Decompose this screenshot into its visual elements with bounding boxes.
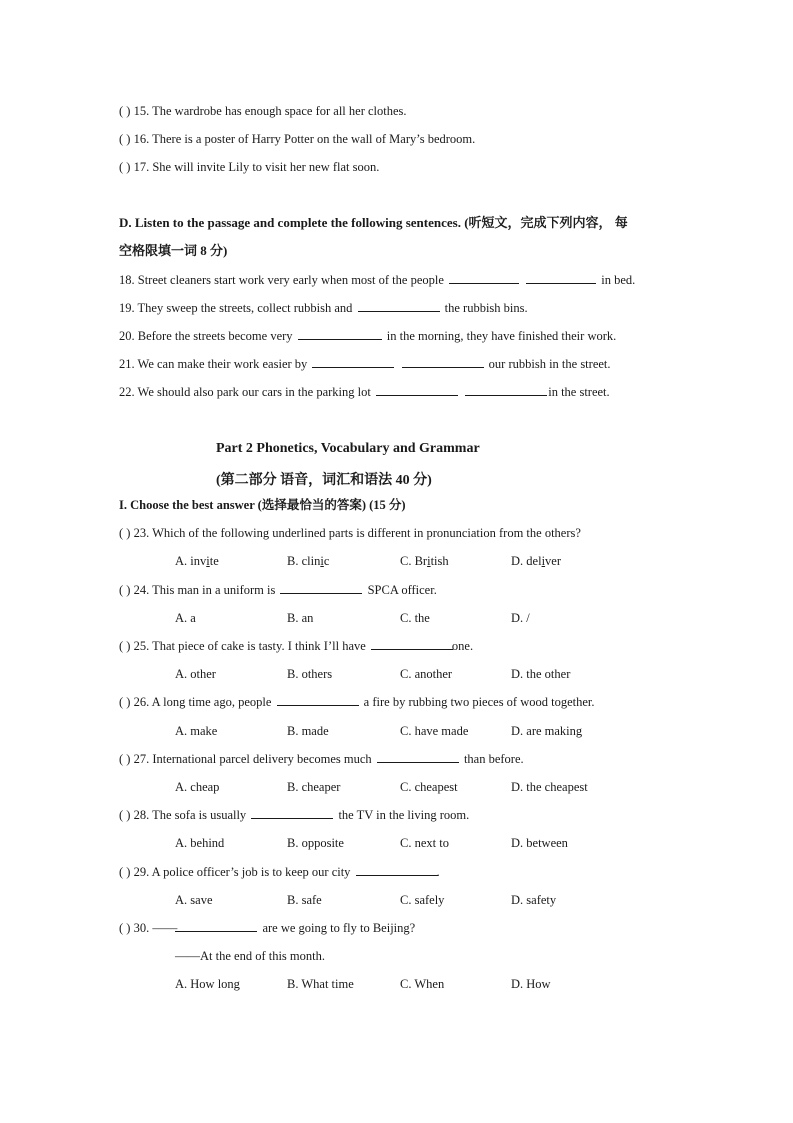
fill-item-19 (119, 300, 528, 316)
fill-item-22 (119, 384, 610, 400)
answer-blank[interactable] (465, 384, 547, 396)
option-a[interactable]: A. cheap (175, 780, 220, 794)
option-d[interactable]: D. the cheapest (511, 780, 588, 794)
section-d-heading: D. Listen to the passage and complete the following sentences. (听短文，完成下列内容， 每 (119, 215, 628, 230)
question-30 (119, 920, 415, 936)
question-24 (119, 582, 437, 598)
option-b[interactable]: B. an (287, 611, 314, 625)
question-stem: 29. A police officer’s job is to keep our city (133, 865, 351, 879)
option-d[interactable]: D. are making (511, 724, 583, 738)
section-d-heading-cont: 空格限填一词 8 分) (119, 243, 228, 258)
judge-item-17 (119, 159, 379, 175)
answer-blank[interactable] (175, 920, 257, 932)
question-23 (119, 525, 581, 541)
question-stem-end: one. (451, 639, 474, 653)
option-d[interactable]: D. safety (511, 893, 557, 907)
option-d[interactable]: D. deliver (511, 554, 562, 568)
fill-item-21 (119, 356, 611, 372)
option-a[interactable]: A. behind (175, 836, 225, 850)
option-b[interactable]: B. safe (287, 893, 322, 907)
option-a[interactable]: A. make (175, 724, 218, 738)
option-c[interactable]: C. another (400, 667, 453, 681)
answer-paren[interactable]: ( ) (119, 526, 131, 540)
answer-paren[interactable]: ( ) (119, 160, 131, 174)
option-d[interactable]: D. / (511, 611, 530, 625)
option-a[interactable]: A. How long (175, 977, 240, 991)
question-text: 15. The wardrobe has enough space for all her clothes. (133, 104, 407, 118)
answer-blank[interactable] (280, 582, 362, 594)
option-b[interactable]: B. What time (287, 977, 354, 991)
answer-blank[interactable] (526, 272, 596, 284)
question-27 (119, 751, 524, 767)
question-stem: 25. That piece of cake is tasty. I think I’ll have (133, 639, 366, 653)
answer-paren[interactable]: ( ) (119, 639, 131, 653)
option-c[interactable]: C. British (400, 554, 449, 568)
fill-pre: 21. We can make their work easier by (119, 357, 308, 371)
question-29 (119, 864, 440, 880)
option-b[interactable]: B. opposite (287, 836, 344, 850)
answer-blank[interactable] (298, 328, 382, 340)
option-c[interactable]: C. safely (400, 893, 445, 907)
fill-item-18 (119, 272, 635, 288)
fill-pre: 22. We should also park our cars in the parking lot (119, 385, 371, 399)
option-c[interactable]: C. have made (400, 724, 469, 738)
fill-post: in the street. (548, 385, 610, 399)
question-stem-end: than before. (463, 752, 524, 766)
question-stem: 24. This man in a uniform is (133, 583, 276, 597)
answer-paren[interactable]: ( ) (119, 104, 131, 118)
question-stem-end: . (436, 865, 440, 879)
fill-post: in bed. (601, 273, 636, 287)
answer-blank[interactable] (251, 807, 333, 819)
question-text: 17. She will invite Lily to visit her new flat soon. (133, 160, 380, 174)
option-c[interactable]: C. When (400, 977, 445, 991)
answer-blank[interactable] (277, 694, 359, 706)
answer-paren[interactable]: ( ) (119, 752, 131, 766)
fill-post: our rubbish in the street. (488, 357, 611, 371)
fill-pre: 20. Before the streets become very (119, 329, 293, 343)
fill-pre: 19. They sweep the streets, collect rubbish and (119, 301, 353, 315)
answer-paren[interactable]: ( ) (119, 808, 131, 822)
option-d[interactable]: D. the other (511, 667, 571, 681)
option-b[interactable]: B. others (287, 667, 333, 681)
answer-paren[interactable]: ( ) (119, 921, 131, 935)
part-title: Part 2 Phonetics, Vocabulary and Grammar (216, 441, 480, 456)
judge-item-16 (119, 131, 475, 147)
judge-item-15 (119, 103, 407, 119)
option-a[interactable]: A. a (175, 611, 196, 625)
option-b[interactable]: B. clinic (287, 554, 330, 568)
fill-pre: 18. Street cleaners start work very early when most of the people (119, 273, 444, 287)
option-a[interactable]: A. invite (175, 554, 219, 568)
answer-blank[interactable] (377, 751, 459, 763)
question-stem-end: SPCA officer. (367, 583, 437, 597)
option-b[interactable]: B. cheaper (287, 780, 341, 794)
option-d[interactable]: D. between (511, 836, 568, 850)
answer-paren[interactable]: ( ) (119, 583, 131, 597)
fill-post: in the morning, they have finished their work. (386, 329, 617, 343)
answer-paren[interactable]: ( ) (119, 695, 131, 709)
answer-blank[interactable] (358, 300, 440, 312)
option-c[interactable]: C. next to (400, 836, 449, 850)
option-c[interactable]: C. the (400, 611, 430, 625)
question-stem-end: the TV in the living room. (338, 808, 470, 822)
question-stem: 30. —— (133, 921, 178, 935)
dialogue-answer: ——At the end of this month. (175, 949, 325, 963)
question-stem-end: a fire by rubbing two pieces of wood together. (363, 695, 595, 709)
option-d[interactable]: D. How (511, 977, 551, 991)
option-a[interactable]: A. save (175, 893, 213, 907)
answer-blank[interactable] (376, 384, 458, 396)
question-28 (119, 807, 469, 823)
answer-blank[interactable] (312, 356, 394, 368)
answer-blank[interactable] (356, 864, 438, 876)
fill-item-20 (119, 328, 616, 344)
answer-paren[interactable]: ( ) (119, 865, 131, 879)
question-stem: 26. A long time ago, people (133, 695, 272, 709)
question-stem: 23. Which of the following underlined parts is different in pronunciation from the others? (133, 526, 581, 540)
fill-post: the rubbish bins. (444, 301, 528, 315)
question-26 (119, 694, 595, 710)
option-b[interactable]: B. made (287, 724, 329, 738)
answer-paren[interactable]: ( ) (119, 132, 131, 146)
option-c[interactable]: C. cheapest (400, 780, 458, 794)
question-text: 16. There is a poster of Harry Potter on the wall of Mary’s bedroom. (133, 132, 476, 146)
section-i-heading: I. Choose the best answer (选择最恰当的答案) (15 分) (119, 498, 406, 512)
question-stem: 28. The sofa is usually (133, 808, 247, 822)
part-subtitle: (第二部分 语音，词汇和语法 40 分) (216, 473, 432, 488)
question-stem-end: are we going to fly to Beijing? (262, 921, 416, 935)
answer-blank[interactable] (402, 356, 484, 368)
question-stem: 27. International parcel delivery becomes much (133, 752, 372, 766)
answer-blank[interactable] (449, 272, 519, 284)
answer-blank[interactable] (371, 638, 453, 650)
option-a[interactable]: A. other (175, 667, 216, 681)
question-25 (119, 638, 473, 654)
